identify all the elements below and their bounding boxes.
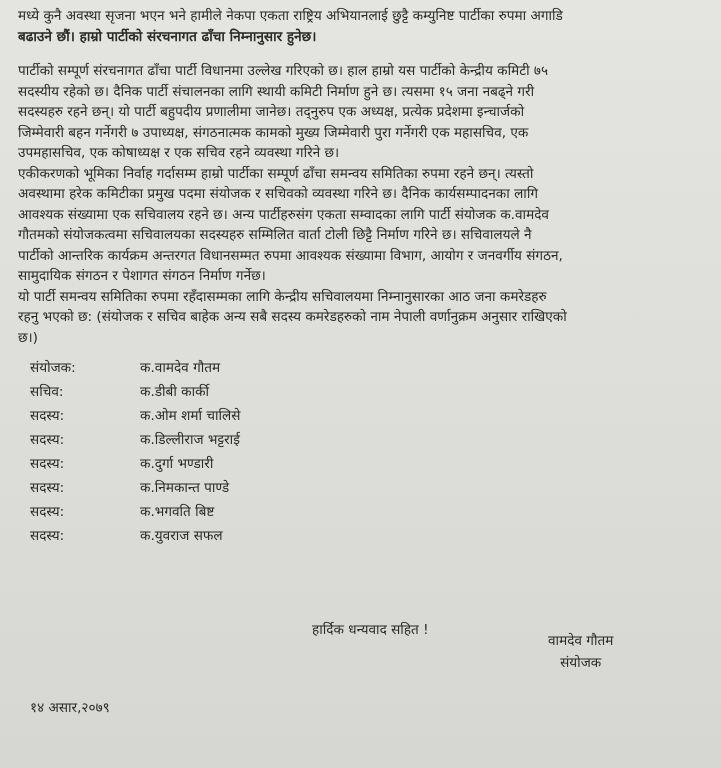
closing-thanks: हार्दिक धन्यवाद सहित ! <box>312 622 429 638</box>
paragraph-line: जिम्मेवारी बहन गर्नेगरी ७ उपाध्यक्ष, संगठनात्मक कामको मुख्य जिम्मेवारी पुरा गर्नेगरी एक महासचिव, एक <box>18 124 529 141</box>
paragraph-line: सामुदायिक संगठन र पेशागत संगठन निर्माण गर्नेछ। <box>18 268 266 284</box>
signature-block <box>548 630 613 674</box>
member-name: क.डिल्लीराज भट्टराई <box>140 431 240 448</box>
letter-date: १४ असार,२०७९ <box>30 700 110 716</box>
member-row <box>30 500 709 524</box>
member-name: क.डीबी कार्की <box>140 383 210 400</box>
member-row <box>30 452 709 476</box>
paragraph-line: अवस्थामा हरेक कमिटीका प्रमुख पदमा संयोजक र सचिवको व्यवस्था गरिने छ। दैनिक कार्यसम्पादनका लागि <box>18 186 538 202</box>
paragraph-line: पार्टीको आन्तरिक कार्यक्रम अन्तरगत विधानसम्मत रुपमा आवश्यक संख्यामा विभाग, आयोग र जनवर्गीय संगठन, <box>18 247 563 264</box>
member-name: क.ओम शर्मा चालिसे <box>140 407 241 424</box>
paragraph-line: रहनु भएको छ: (संयोजक र सचिव बाहेक अन्य सबै सदस्य कमरेडहरुको नाम नेपाली वर्णानुक्रम अनुसार राखिएको <box>18 309 567 325</box>
member-name: क.वामदेव गौतम <box>140 359 221 376</box>
member-role: संयोजक: <box>30 359 76 376</box>
member-role: सदस्य: <box>30 407 65 424</box>
member-role: सदस्य: <box>30 527 65 544</box>
member-name: क.युवराज सफल <box>140 527 223 544</box>
member-row <box>30 356 709 380</box>
member-row <box>30 428 709 452</box>
member-row <box>30 380 709 404</box>
paragraph-line: आवश्यक संख्यामा एक सचिवालय रहने छ। अन्य पार्टीहरुसंग एकता सम्वादका लागि पार्टी संयोजक क.वामदेव <box>18 206 549 223</box>
member-list <box>18 356 709 548</box>
secretariat-paragraph <box>18 287 709 349</box>
coordination-paragraph <box>18 164 709 287</box>
member-role: सचिव: <box>30 383 64 400</box>
paragraph-line: मध्ये कुनै अवस्था सृजना भएन भने हामीले नेकपा एकता राष्ट्रिय अभियानलाई छुट्टै कम्युनिष्ट पार्टीका रुपमा अगाडि <box>18 8 563 24</box>
member-row <box>30 404 709 428</box>
member-role: सदस्य: <box>30 455 65 472</box>
paragraph-line: पार्टीको सम्पूर्ण संरचनागत ढाँचा पार्टी विधानमा उल्लेख गरिएको छ। हाल हाम्रो यस पार्टीको केन्द्रीय कमिटी ७५ <box>18 63 549 79</box>
member-name: क.दुर्गा भण्डारी <box>140 455 214 472</box>
member-name: क.भगवति बिष्ट <box>140 503 215 520</box>
member-row <box>30 524 709 548</box>
paragraph-line: सदस्यीय रहेको छ। दैनिक पार्टी संचालनका लागि स्थायी कमिटी निर्माण हुने छ। त्यसमा १५ जना नबढ्ने गरी <box>18 83 535 100</box>
paragraph-line: यो पार्टी समन्वय समितिका रुपमा रहँदासम्मका लागि केन्द्रीय सचिवालयमा निम्नानुसारका आठ जना कमरेडहरु <box>18 288 547 305</box>
member-role: सदस्य: <box>30 503 65 520</box>
member-name: क.निमकान्त पाण्डे <box>140 479 230 496</box>
structure-paragraph <box>18 61 709 164</box>
paragraph-line: छ।) <box>18 329 38 346</box>
paragraph-line: बढाउने छौं। हाम्रो पार्टीको संरचनागत ढाँचा निम्नानुसार हुनेछ। <box>18 28 317 45</box>
member-row <box>30 476 709 500</box>
paragraph-line: उपमहासचिव, एक कोषाध्यक्ष र एक सचिव रहने व्यवस्था गरिने छ। <box>18 145 340 161</box>
signatory-title: संयोजक <box>560 655 602 671</box>
paragraph-line: एकीकरणको भूमिका निर्वाह गर्दासम्म हाम्रो पार्टीका सम्पूर्ण ढाँचा समन्वय समितिका रुपमा रहने छन्। त्यस्तो <box>18 165 534 182</box>
member-role: सदस्य: <box>30 479 65 496</box>
signatory-name: वामदेव गौतम <box>548 633 614 649</box>
opening-paragraph <box>18 6 709 47</box>
paragraph-line: गौतमको संयोजकत्वमा सचिवालयका सदस्यहरु सम्मिलित वार्ता टोली छिट्टै निर्माण गरिने छ। सचिवालयले नै <box>18 227 532 243</box>
paragraph-line: सदस्यहरु रहने छन्। यो पार्टी बहुपदीय प्रणालीमा जानेछ। तद्नुरुप एक अध्यक्ष, प्रत्येक प्रदेशमा इन्चार्जको <box>18 104 525 120</box>
member-role: सदस्य: <box>30 431 65 448</box>
